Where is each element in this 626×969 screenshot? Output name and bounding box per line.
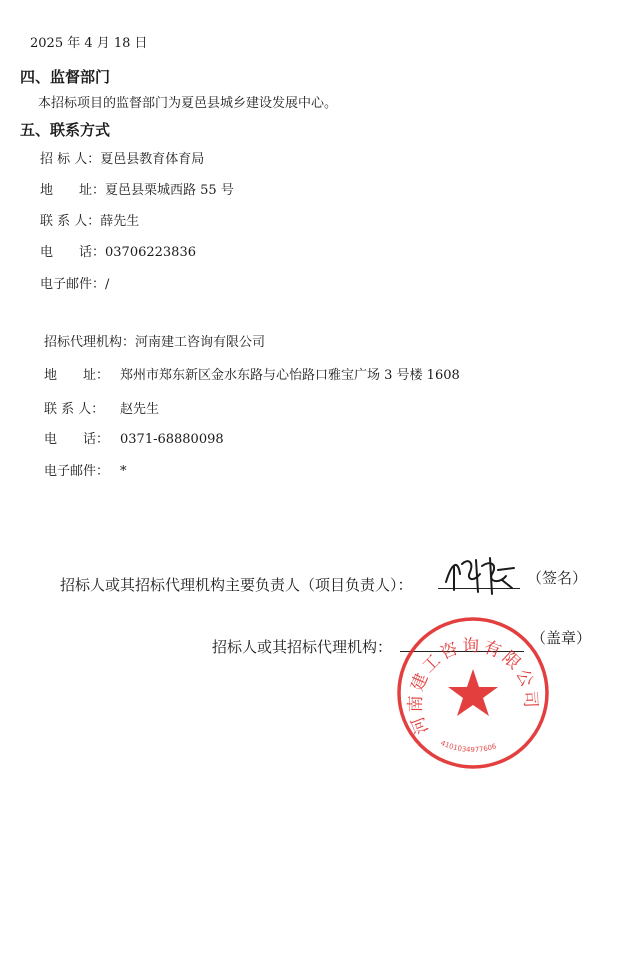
stamp-suffix: （盖章） [531,629,592,647]
seal-text: 河南建工咨询有限公司 [405,636,541,737]
tenderer-phone-row [40,241,196,260]
agency-phone: 0371-68880098 [120,432,224,447]
agency-contact-row [44,398,159,417]
agency-contact-label: 联 系 人： [44,402,105,417]
tenderer-address: 夏邑县栗城西路 55 号 [105,183,234,198]
signature-suffix: （签名） [527,569,588,587]
agency-phone-label: 电 话： [44,432,110,447]
tenderer-phone-label: 电 话： [40,245,106,260]
agency-name-label: 招标代理机构： [44,335,136,350]
section-4-body: 本招标项目的监督部门为夏邑县城乡建设发展中心。 [38,96,338,111]
agency-email-label: 电子邮件： [44,464,110,479]
stamp-label: 招标人或其招标代理机构： [212,638,393,656]
agency-name-row [44,331,265,350]
agency-email: * [120,464,127,479]
handwritten-signature [440,552,520,598]
tenderer-name: 夏邑县教育体育局 [100,152,205,167]
tenderer-email-label: 电子邮件： [40,277,106,292]
tenderer-contact-label: 联 系 人： [40,214,101,229]
agency-address: 郑州市郑东新区金水东路与心怡路口雅宝广场 3 号楼 1608 [120,368,460,383]
document-date: 2025 年 4 月 18 日 [30,36,148,51]
tenderer-phone: 03706223836 [105,245,196,260]
agency-address-label: 地 址： [44,368,110,383]
tenderer-name-row [40,148,204,167]
seal-star-icon [448,669,498,716]
agency-contact: 赵先生 [120,402,160,417]
agency-address-row [44,364,460,383]
company-seal [393,613,553,773]
tenderer-name-label: 招 标 人： [40,152,101,167]
seal-number: 4101034977606 [439,739,498,755]
tenderer-contact: 薛先生 [100,214,140,229]
section-5-heading: 五、联系方式 [20,121,111,139]
tenderer-address-label: 地 址： [40,183,106,198]
agency-email-row [44,460,127,479]
agency-phone-row [44,428,224,447]
tenderer-email: / [105,277,110,292]
tenderer-email-row [40,273,109,292]
tenderer-address-row [40,179,234,198]
section-4-heading: 四、监督部门 [20,68,111,86]
tenderer-contact-row [40,210,139,229]
agency-name: 河南建工咨询有限公司 [135,335,266,350]
signature-label: 招标人或其招标代理机构主要负责人（项目负责人）： [60,576,413,594]
